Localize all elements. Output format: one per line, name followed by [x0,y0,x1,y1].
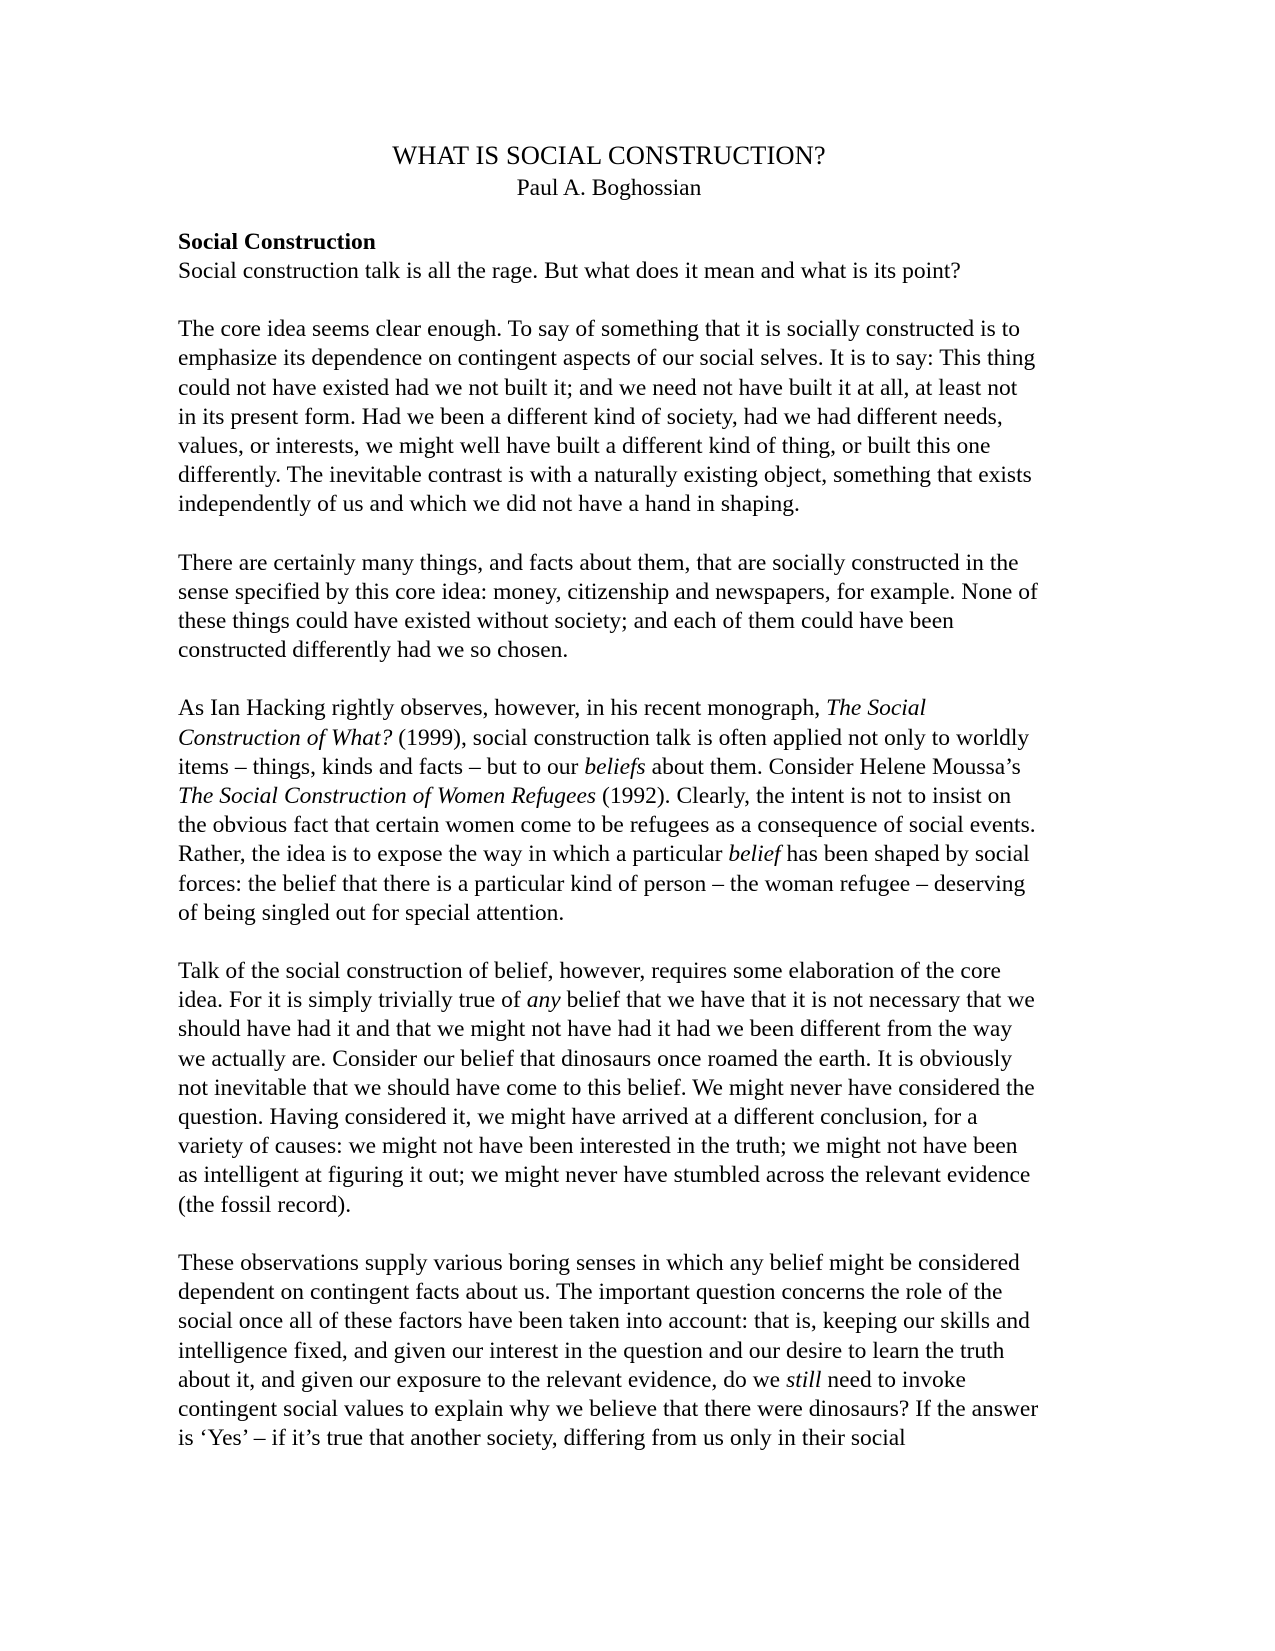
book-title-women-refugees: The Social Construction of Women Refugees [178,783,597,810]
paragraph-6-text-b: need to invoke contingent social values to explain why we believe that there were dinosaurs? If the answer is ‘Yes’ – if it’s true that another society, differing from us only in their social [178,1366,1039,1452]
paragraph-2: The core idea seems clear enough. To say of something that it is socially constructed is to emphasize its dependence on contingent aspects of our social selves. It is to say: This thing could not have existed had we not built it; and we need not have built it at all, at least not in its present form. Had we been a different kind of society, had we had different needs, values, or interests, we might well have built a different kind of thing, or built this one differently. The inevitable contrast is with a naturally existing object, something that exists independently of us and which we did not have a hand in shaping. [178,316,1036,518]
paragraph-4-text-d: (1992). Clearly, the intent is not to insist on the obvious fact that certain women come to be refugees as a consequence of social events. Rather, the idea is to expose the way in which a particular [178,783,1036,868]
section-heading-social-construction: Social Construction [178,229,376,255]
paragraph-3: There are certainly many things, and facts about them, that are socially constructed in the sense specified by this core idea: money, citizenship and newspapers, for example. None of these things could have existed without society; and each of them could have been constructed differently had we so chosen. [178,549,1038,664]
emphasis-belief: belief [728,841,781,868]
paragraph-gap [178,286,1040,315]
author-byline: Paul A. Boghossian [516,175,702,201]
emphasis-beliefs: beliefs [584,753,646,780]
paragraph-4-text-b: (1999), social construction talk is often applied not only to worldly items – things, kinds and facts – but to our [178,724,1030,780]
paragraph-4-text-e: has been shaped by social forces: the belief that there is a particular kind of person – the woman refugee – deserving of being singled out for special attention. [178,841,1030,926]
paragraph-gap [178,1220,1040,1249]
paragraph-1: Social construction talk is all the rage. But what does it mean and what is its point? [178,258,961,284]
document-content [178,138,1040,1453]
book-title-construction-of-what: The Social Construction of What? [178,695,927,751]
paragraph-5-text-b: belief that we have that it is not necessary that we should have had it and that we might not have had it had we been different from the way we actually are. Consider our belief that dinosaurs once roamed the earth. It is obviously not inevitable that we should have come to this belief. We might never have considered the question. Having considered it, we might have arrived at a different conclusion, for a variety of causes: we might not have been interested in the truth; we might not have been as intelligent at figuring it out; we might never have stumbled across the relevant evidence (the fossil record). [178,987,1035,1218]
paragraph-4-text-a: As Ian Hacking rightly observes, however, in his recent monograph, [178,695,827,722]
paragraph-5-text-a: Talk of the social construction of belief, however, requires some elaboration of the core idea. For it is simply trivially true of [178,958,1001,1014]
paragraph-4 [178,694,1040,928]
paragraph-5 [178,957,1040,1220]
title-block-spacer [178,206,1040,228]
paragraph-4-text-c: about them. Consider Helene Moussa’s [645,753,1021,780]
page-title: WHAT IS SOCIAL CONSTRUCTION? [392,140,826,170]
emphasis-still: still [786,1366,822,1393]
paragraph-6-text-a: These observations supply various boring senses in which any belief might be considered dependent on contingent facts about us. The important question concerns the role of the social once all of these factors have been taken into account: that is, keeping our skills and intelligence fixed, and given our interest in the question and our desire to learn the truth about it, and given our exposure to the relevant evidence, do we [178,1249,1030,1393]
paragraph-gap [178,665,1040,694]
paragraph-gap [178,520,1040,549]
paragraph-gap [178,928,1040,957]
paragraph-6 [178,1249,1040,1453]
emphasis-any: any [526,987,561,1014]
